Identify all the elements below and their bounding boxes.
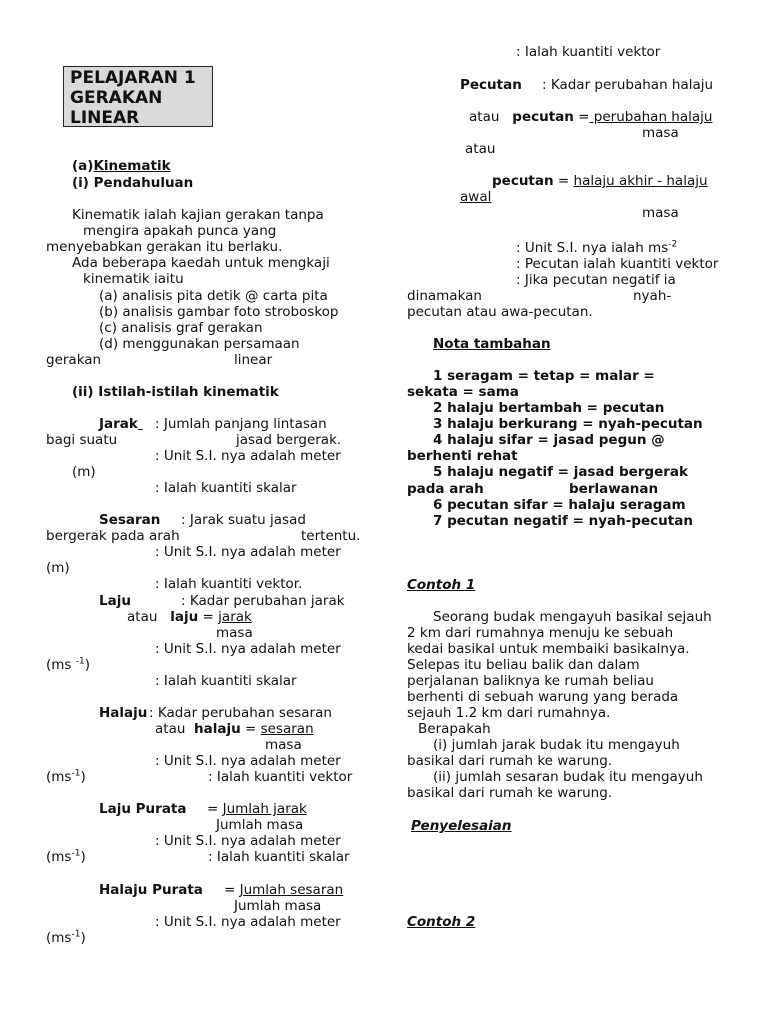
jarak-unit: : Unit S.I. nya adalah meter bbox=[155, 448, 341, 464]
lesson-title-box bbox=[63, 66, 213, 127]
sesaran-definition: bergerak pada arah bbox=[46, 528, 180, 544]
sesaran-unit: : Unit S.I. nya adalah meter bbox=[155, 544, 341, 560]
laju-purata-unit-symbol: $(ms^{-1})$ bbox=[46, 848, 86, 865]
laju-quantity-type: : Ialah kuantiti skalar bbox=[155, 673, 297, 689]
pecutan-negative-note: dinamakan bbox=[407, 288, 482, 304]
contoh-1-line: perjalanan baliknya ke rumah beliau bbox=[407, 673, 654, 689]
intro-line: mengira apakah punca yang bbox=[83, 223, 277, 239]
nota-item: 2 halaju bertambah = pecutan bbox=[433, 400, 665, 416]
penyelesaian-heading: Penyelesaian bbox=[411, 818, 512, 834]
laju-unit-symbol: (ms $^{-1}$) bbox=[46, 656, 91, 673]
intro-line: Ada beberapa kaedah untuk mengkaji bbox=[72, 255, 330, 271]
contoh-1-line: kedai basikal untuk membaiki basikalnya. bbox=[407, 641, 690, 657]
laju-purata-denominator: Jumlah masa bbox=[216, 817, 304, 833]
halaju-purata-unit: : Unit S.I. nya adalah meter bbox=[155, 914, 341, 930]
contoh-1-line: basikal dari rumah ke warung. bbox=[407, 753, 613, 769]
halaju-purata-formula: = Jumlah sesaran bbox=[224, 882, 344, 898]
term-laju: Laju bbox=[99, 593, 131, 609]
contoh-1-line: sejauh 1.2 km dari rumahnya. bbox=[407, 705, 611, 721]
term-sesaran: Sesaran bbox=[99, 512, 161, 528]
contoh-1-line: Berapakah bbox=[418, 721, 491, 737]
laju-definition: : Kadar perubahan jarak bbox=[181, 593, 345, 609]
term-pecutan: Pecutan bbox=[460, 77, 522, 93]
pecutan-quantity-type: : Pecutan ialah kuantiti vektor bbox=[516, 256, 719, 272]
section-i-heading: (i) Pendahuluan bbox=[72, 175, 194, 191]
intro-line: kinematik iaitu bbox=[83, 271, 184, 287]
jarak-unit-symbol: (m) bbox=[72, 464, 96, 480]
intro-line: menyebabkan gerakan itu berlaku. bbox=[46, 239, 283, 255]
laju-formula: atau laju = jarak bbox=[127, 609, 252, 625]
contoh-2-heading: Contoh 2 bbox=[407, 914, 476, 930]
pecutan-formula-1-denominator: masa bbox=[642, 125, 679, 141]
contoh-1-line: 2 km dari rumahnya menuju ke sebuah bbox=[407, 625, 674, 641]
pecutan-formula-1: atau pecutan = perubahan halaju bbox=[469, 109, 713, 125]
jarak-definition: jasad bergerak. bbox=[236, 432, 342, 448]
vektor-note: : Ialah kuantiti vektor bbox=[516, 44, 661, 60]
halaju-formula: atau halaju = sesaran bbox=[155, 721, 314, 737]
nota-item: pada arah bbox=[407, 481, 484, 497]
term-halaju-purata: Halaju Purata bbox=[99, 882, 203, 898]
contoh-1-line: (i) jumlah jarak budak itu mengayuh bbox=[433, 737, 680, 753]
contoh-1-line: basikal dari rumah ke warung. bbox=[407, 785, 613, 801]
pecutan-negative-note: nyah- bbox=[633, 288, 672, 304]
jarak-definition: : Jumlah panjang lintasan bbox=[155, 416, 327, 432]
nota-tambahan-heading: Nota tambahan bbox=[433, 336, 551, 352]
nota-item: 5 halaju negatif = jasad bergerak bbox=[433, 464, 688, 480]
nota-item: 4 halaju sifar = jasad pegun @ bbox=[433, 432, 665, 448]
halaju-purata-denominator: Jumlah masa bbox=[234, 898, 322, 914]
method-item: (a) analisis pita detik @ carta pita bbox=[99, 288, 328, 304]
nota-item: berhenti rehat bbox=[407, 448, 518, 464]
lesson-title-line1: PELAJARAN 1 bbox=[70, 68, 196, 88]
laju-purata-formula: = Jumlah jarak bbox=[207, 801, 307, 817]
term-halaju: Halaju bbox=[99, 705, 148, 721]
sesaran-unit-symbol: (m) bbox=[46, 560, 70, 576]
halaju-unit-symbol: $(ms^{-1})$ bbox=[46, 768, 86, 785]
section-ii-heading: (ii) Istilah-istilah kinematik bbox=[72, 384, 279, 400]
nota-item: sekata = sama bbox=[407, 384, 519, 400]
pecutan-formula-2-denominator: masa bbox=[642, 205, 679, 221]
laju-formula-denominator: masa bbox=[216, 625, 253, 641]
contoh-1-line: (ii) jumlah sesaran budak itu mengayuh bbox=[433, 769, 703, 785]
halaju-definition: : Kadar perubahan sesaran bbox=[149, 705, 332, 721]
nota-item: 6 pecutan sifar = halaju seragam bbox=[433, 497, 686, 513]
pecutan-negative-note: : Jika pecutan negatif ia bbox=[516, 272, 676, 288]
nota-item: 3 halaju berkurang = nyah-pecutan bbox=[433, 416, 703, 432]
term-jarak: Jarak bbox=[99, 416, 138, 432]
pecutan-or: atau bbox=[465, 141, 496, 157]
method-item: (d) menggunakan persamaan bbox=[99, 336, 300, 352]
contoh-1-line: berhenti di sebuah warung yang berada bbox=[407, 689, 679, 705]
section-a-heading: (a)Kinematik bbox=[72, 158, 171, 174]
laju-purata-unit: : Unit S.I. nya adalah meter bbox=[155, 833, 341, 849]
halaju-unit: : Unit S.I. nya adalah meter bbox=[155, 753, 341, 769]
pecutan-formula-2: pecutan = halaju akhir - halaju bbox=[492, 173, 708, 189]
lesson-title-line2: GERAKAN bbox=[70, 88, 163, 108]
pecutan-unit: : Unit S.I. nya ialah $ms^{-2}$ bbox=[516, 239, 678, 256]
term-laju-purata: Laju Purata bbox=[99, 801, 187, 817]
method-item: (b) analisis gambar foto stroboskop bbox=[99, 304, 339, 320]
laju-purata-quantity-type: : Ialah kuantiti skalar bbox=[208, 849, 350, 865]
nota-item: 7 pecutan negatif = nyah-pecutan bbox=[433, 513, 693, 529]
sesaran-definition: tertentu. bbox=[301, 528, 361, 544]
nota-item: 1 seragam = tetap = malar = bbox=[433, 368, 655, 384]
contoh-1-line: Selepas itu beliau balik dan dalam bbox=[407, 657, 640, 673]
pecutan-negative-note: pecutan atau awa-pecutan. bbox=[407, 304, 593, 320]
sesaran-quantity-type: : Ialah kuantiti vektor. bbox=[155, 576, 303, 592]
pecutan-formula-2-numerator: awal bbox=[460, 189, 492, 205]
jarak-quantity-type: : Ialah kuantiti skalar bbox=[155, 480, 297, 496]
sesaran-definition: : Jarak suatu jasad bbox=[181, 512, 306, 528]
method-item-tail: gerakan bbox=[46, 352, 102, 368]
pecutan-definition: : Kadar perubahan halaju bbox=[542, 77, 714, 93]
halaju-formula-denominator: masa bbox=[265, 737, 302, 753]
halaju-quantity-type: : Ialah kuantiti vektor bbox=[208, 769, 353, 785]
intro-line: Kinematik ialah kajian gerakan tanpa bbox=[72, 207, 324, 223]
laju-unit: : Unit S.I. nya adalah meter bbox=[155, 641, 341, 657]
method-item: (c) analisis graf gerakan bbox=[99, 320, 263, 336]
halaju-purata-unit-symbol: $(ms^{-1})$ bbox=[46, 929, 86, 946]
lesson-title-line3: LINEAR bbox=[70, 108, 140, 128]
method-item-tail: linear bbox=[234, 352, 273, 368]
jarak-definition: bagi suatu bbox=[46, 432, 118, 448]
contoh-1-line: Seorang budak mengayuh basikal sejauh bbox=[433, 609, 712, 625]
contoh-1-heading: Contoh 1 bbox=[407, 577, 476, 593]
nota-item: berlawanan bbox=[569, 481, 659, 497]
